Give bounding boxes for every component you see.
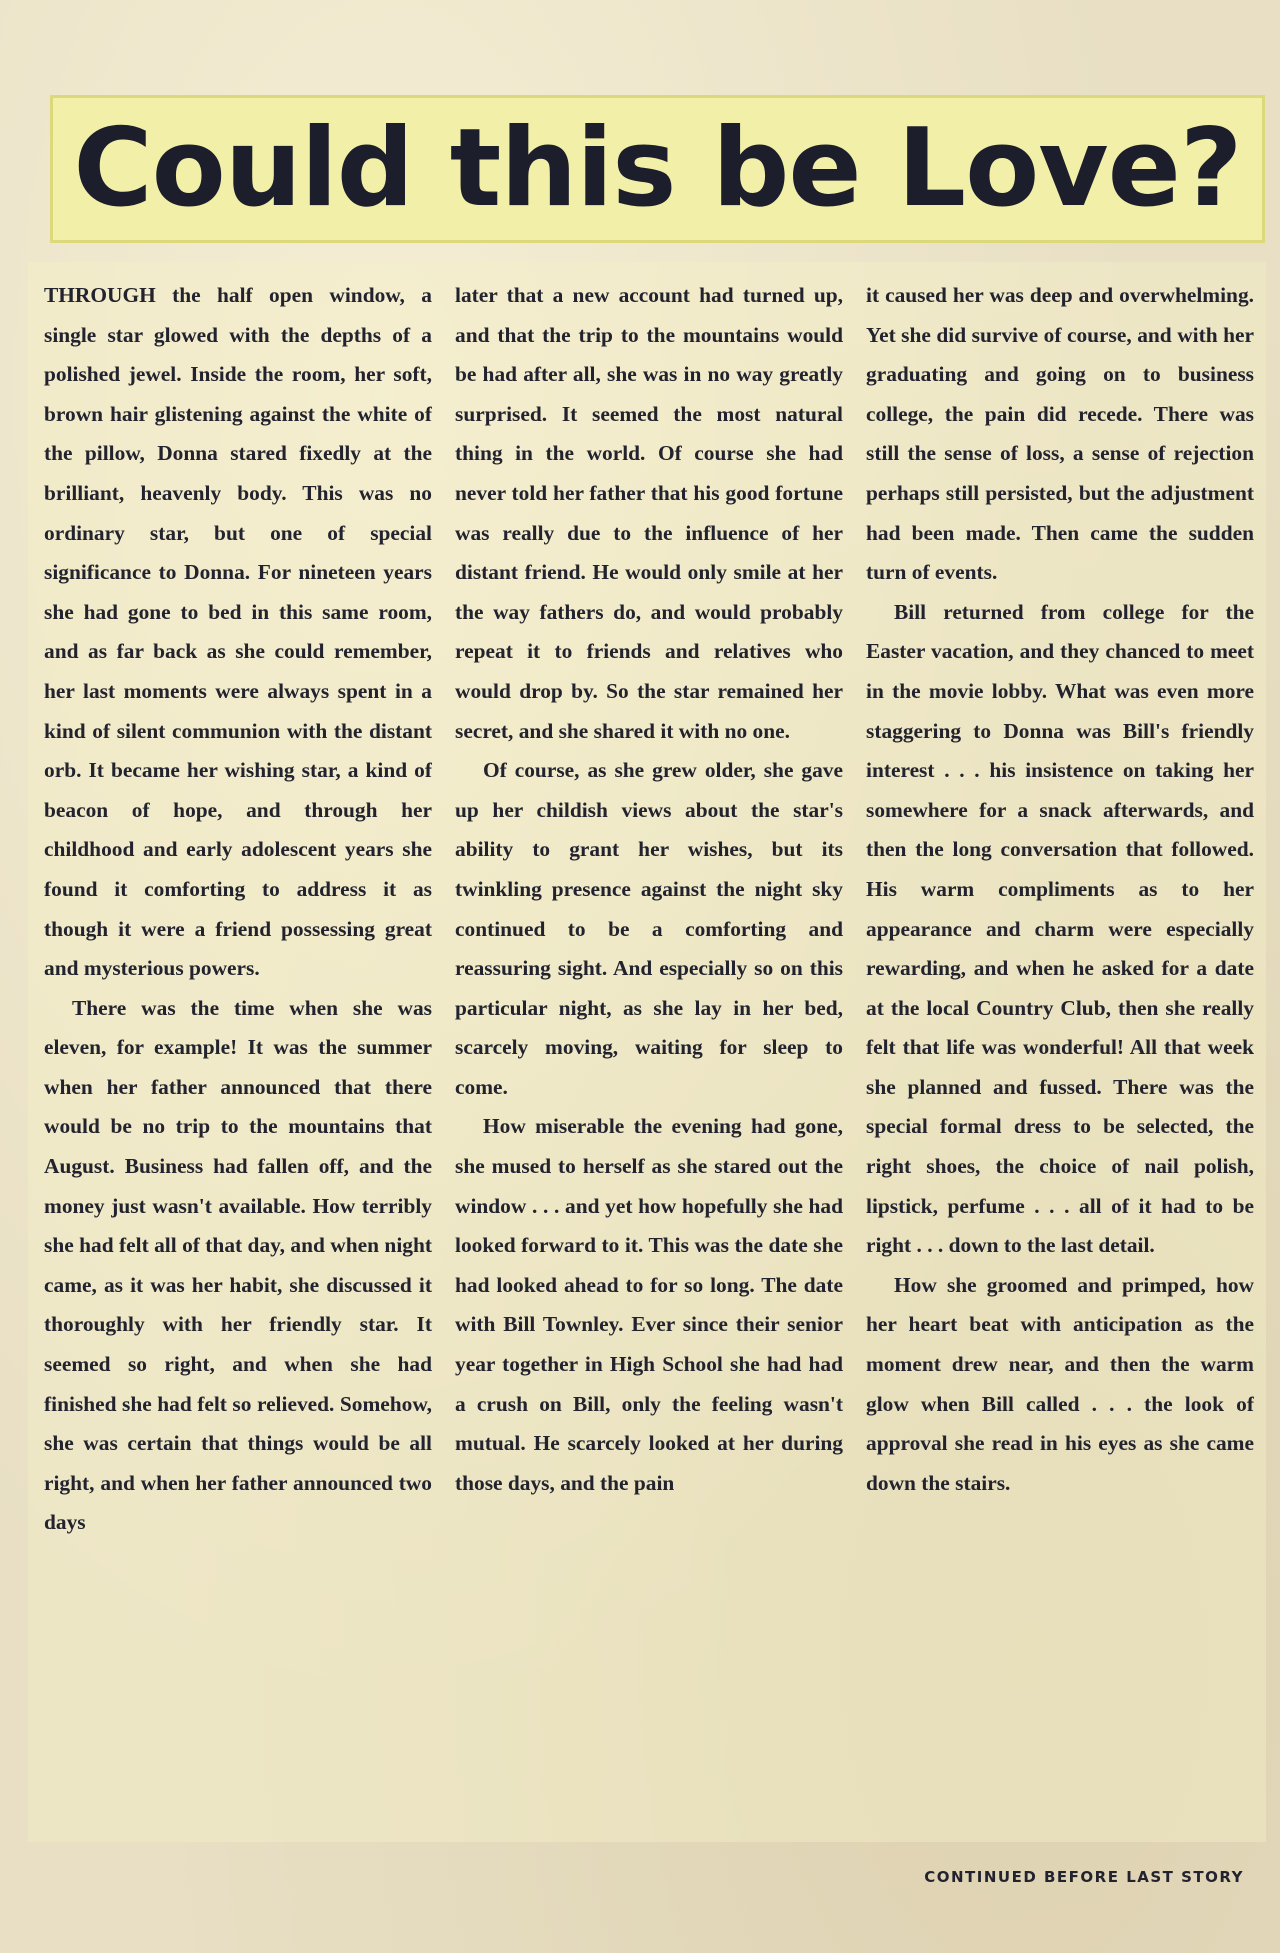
column-2	[455, 276, 843, 1816]
column-1	[44, 276, 432, 1816]
continued-note: CONTINUED BEFORE LAST STORY	[924, 1868, 1244, 1886]
paragraph: later that a new account had turned up, and that the trip to the mountains would be had after all, she was in no way greatly surprised. It seemed the most natural thing in the world. Of course she had never told her father that his good fortune was really due to the influence of her distant friend. He would only smile at her the way fathers do, and would probably repeat it to friends and relatives who would drop by. So the star remained her secret, and she shared it with no one.	[455, 283, 843, 743]
paragraph: it caused her was deep and overwhelming. Yet she did survive of course, and with her graduating and going on to business college, the pain did recede. There was still the sense of loss, a sense of rejection perhaps still persisted, but the adjustment had been made. Then came the sudden turn of events.	[866, 283, 1254, 585]
paragraph: There was the time when she was eleven, for example! It was the summer when her father announced that there would be no trip to the mountains that August. Business had fallen off, and the money just wasn't available. How terribly she had felt all of that day, and when night came, as it was her habit, she discussed it thoroughly with her friendly star. It seemed so right, and when she had finished she had felt so relieved. Somehow, she was certain that things would be all right, and when her father announced two days	[44, 995, 432, 1535]
paragraph: Bill returned from college for the Easter vacation, and they chanced to meet in the movie lobby. What was even more staggering to Donna was Bill's friendly interest . . . his insistence on taking her somewhere for a snack afterwards, and then the long conversation that followed. His warm compliments as to her appearance and charm were especially rewarding, and when he asked for a date at the local Country Club, then she really felt that life was wonderful! All that week she planned and fussed. There was the special formal dress to be selected, the right shoes, the choice of nail polish, lipstick, perfume . . . all of it had to be right . . . down to the last detail.	[866, 599, 1254, 1258]
story-columns	[44, 276, 1254, 1816]
paragraph: Of course, as she grew older, she gave up her childish views about the star's ability to grant her wishes, but its twinkling presence against the night sky continued to be a comforting and reassuring sight. And especially so on this particular night, as she lay in her bed, scarcely moving, waiting for sleep to come.	[455, 758, 843, 1099]
column-3	[866, 276, 1254, 1816]
paragraph: THROUGH the half open window, a single star glowed with the depths of a polished jewel. Inside the room, her soft, brown hair glistening against the white of the pillow, Donna stared fixedly at the brilliant, heavenly body. This was no ordinary star, but one of special significance to Donna. For nineteen years she had gone to bed in this same room, and as far back as she could remember, her last moments were always spent in a kind of silent communion with the distant orb. It became her wishing star, a kind of beacon of hope, and through her childhood and early adolescent years she found it comforting to address it as though it were a friend possessing great and mysterious powers.	[44, 283, 432, 981]
paragraph: How miserable the evening had gone, she mused to herself as she stared out the window . . . and yet how hopefully she had looked forward to it. This was the date she had looked ahead to for so long. The date with Bill Townley. Ever since their senior year together in High School she had had a crush on Bill, only the feeling wasn't mutual. He scarcely looked at her during those days, and the pain	[455, 1114, 843, 1495]
paragraph: How she groomed and primped, how her heart beat with anticipation as the moment drew near, and then the warm glow when Bill called . . . the look of approval she read in his eyes as she came down the stairs.	[866, 1272, 1254, 1495]
story-title: Could this be Love?	[73, 106, 1242, 231]
